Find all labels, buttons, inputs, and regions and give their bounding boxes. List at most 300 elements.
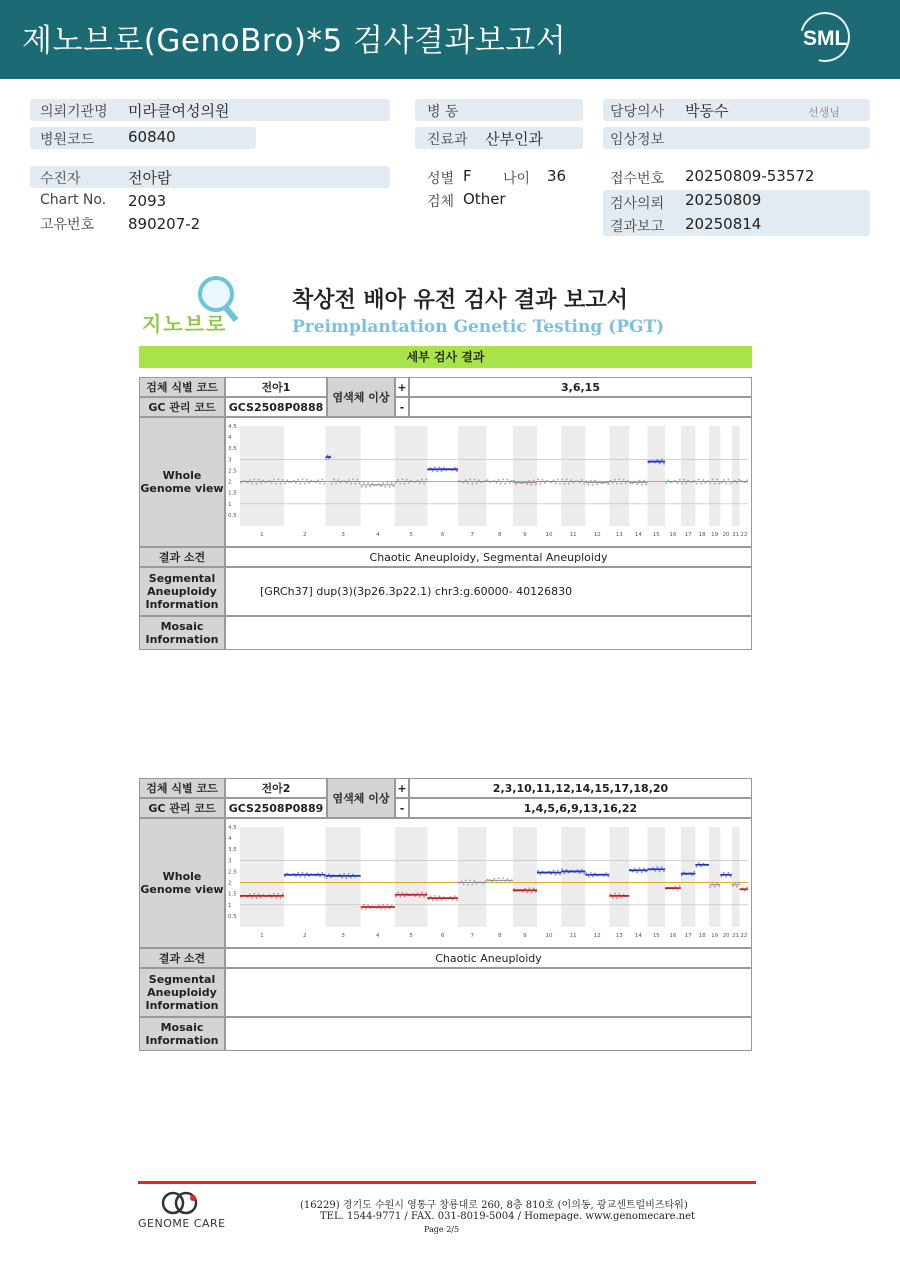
copy-number-point [498,479,500,481]
age-value: 36 [547,167,567,185]
copy-number-point [350,483,352,485]
copy-number-point [251,483,253,485]
copy-number-point [391,482,393,484]
copy-number-point [539,873,541,875]
copy-number-point [612,482,614,484]
chrom-abnormality-label: 염색체 이상 [327,377,395,417]
chromosome-band [513,827,537,927]
y-tick-label: 4.5 [228,424,237,430]
x-tick-label: 11 [569,532,577,538]
mosaic-label: Mosaic Information [139,616,225,650]
x-tick-label: 22 [740,933,748,939]
x-tick-label: 20 [722,532,730,538]
x-tick-label: 9 [523,532,527,538]
copy-number-point [399,483,401,485]
copy-number-point [487,479,489,481]
copy-number-point [425,478,427,480]
copy-number-point [661,866,663,868]
copy-number-point [456,899,458,901]
chromosome-band [732,827,740,927]
copy-number-point [256,897,258,899]
copy-number-point [605,872,607,874]
copy-number-point [273,893,275,895]
copy-number-point [621,897,623,899]
copy-number-point [559,483,561,485]
copy-number-point [716,479,718,481]
copy-number-point [502,877,504,879]
copy-number-point [607,876,609,878]
hospital-code-value: 60840 [128,128,176,146]
gain-chromosomes: 2,3,10,11,12,14,15,17,18,20 [409,778,752,798]
genobro-logo-word: 지노브로 [142,312,228,336]
report-header-bar [0,0,900,79]
copy-number-point [590,480,592,482]
copy-number-point [365,908,367,910]
copy-number-point [723,872,725,874]
copy-number-point [698,478,700,480]
copy-number-point [421,892,423,894]
copy-number-point [721,876,723,878]
copy-number-point [372,483,374,485]
copy-number-point [471,884,473,886]
copy-number-point [306,872,308,874]
whole-genome-chart-1 [226,418,751,546]
gc-code-value: GCS2508P0888 [225,397,327,417]
copy-number-point [636,872,638,874]
pgt-report-subtitle: Preimplantation Genetic Testing (PGT) [292,317,665,337]
copy-number-point [277,893,279,895]
copy-number-point [588,876,590,878]
copy-number-point [535,484,537,486]
copy-number-point [319,876,321,878]
copy-number-point [341,877,343,879]
copy-number-point [564,873,566,875]
mosaic-value [225,1017,752,1051]
copy-number-point [273,479,275,481]
copy-number-point [359,482,361,484]
mosaic-value [225,616,752,650]
copy-number-point [436,899,438,901]
copy-number-point [596,483,598,485]
copy-number-point [280,483,282,485]
copy-number-point [621,483,623,485]
copy-number-point [570,479,572,481]
copy-number-point [260,897,262,899]
segmental-label: Segmental Aneuploidy Information [139,968,225,1017]
x-tick-label: 9 [523,933,527,939]
whole-genome-cell [225,417,752,547]
copy-number-point [348,479,350,481]
copy-number-point [282,479,284,481]
copy-number-point [365,486,367,488]
finding-label: 결과 소견 [139,948,225,968]
copy-number-point [456,470,458,472]
receipt-label: 접수번호 [610,171,665,187]
x-tick-label: 21 [732,532,740,538]
copy-number-point [643,480,645,482]
x-tick-label: 12 [593,532,601,538]
y-tick-label: 3 [228,858,232,865]
copy-number-point [258,479,260,481]
copy-number-point [361,486,363,488]
copy-number-point [302,478,304,480]
copy-number-point [397,479,399,481]
copy-number-point [395,482,397,484]
chromosome-band [681,426,695,526]
copy-number-point [443,467,445,469]
x-tick-label: 17 [684,532,692,538]
copy-number-point [698,862,700,864]
copy-number-point [711,479,713,481]
copy-number-point [434,466,436,468]
copy-number-point [406,479,408,481]
copy-number-point [533,480,535,482]
x-tick-label: 15 [652,532,660,538]
footer-page: Page 2/5 [424,1225,460,1234]
copy-number-point [485,880,487,882]
copy-number-point [585,872,587,874]
copy-number-point [559,874,561,876]
report-date: 20250814 [685,215,762,233]
copy-number-point [404,896,406,898]
sample-code-label: 검체 식별 코드 [139,377,225,397]
dept-value: 산부인과 [485,130,543,148]
copy-number-point [258,893,260,895]
copy-number-point [275,483,277,485]
copy-number-point [553,870,555,872]
x-tick-label: 7 [470,933,475,939]
copy-number-point [434,895,436,897]
copy-number-point [590,872,592,874]
x-tick-label: 19 [711,933,719,939]
copy-number-point [382,482,384,484]
copy-number-point [618,893,620,895]
copy-number-point [395,896,397,898]
copy-number-point [389,908,391,910]
y-tick-label: 1 [228,902,232,909]
copy-number-point [592,876,594,878]
x-tick-label: 3 [341,532,345,538]
copy-number-point [581,868,583,870]
copy-number-point [343,873,345,875]
gc-code-label: GC 관리 코드 [139,798,225,818]
copy-number-point [324,483,326,485]
x-tick-label: 5 [409,933,413,939]
chromosome-band [513,426,537,526]
y-tick-label: 1.5 [228,891,237,898]
copy-number-point [581,479,583,481]
copy-number-point [553,479,555,481]
copy-number-point [734,882,736,884]
gain-sign: + [395,377,409,397]
copy-number-point [286,480,288,482]
copy-number-point [531,892,533,894]
copy-number-point [714,886,716,888]
chromosome-band [561,827,585,927]
request-label: 검사의뢰 [610,196,665,212]
pgt-report-title: 착상전 배아 유전 검사 결과 보고서 [292,288,628,313]
copy-number-point [430,895,432,897]
finding-value: Chaotic Aneuploidy [225,948,752,968]
x-tick-label: 13 [615,933,623,939]
whole-genome-label: Whole Genome view [139,417,225,547]
copy-number-point [345,877,347,879]
copy-number-point [725,483,727,485]
doctor-suffix: 선생님 [808,106,840,119]
copy-number-point [696,483,698,485]
copy-number-point [566,479,568,481]
copy-number-point [299,483,301,485]
copy-number-point [616,897,618,899]
y-tick-label: 2 [228,479,232,486]
copy-number-point [564,483,566,485]
copy-number-point [302,872,304,874]
copy-number-point [661,459,663,461]
chromosome-band [395,426,427,526]
copy-number-point [693,871,695,873]
copy-number-point [467,482,469,484]
x-tick-label: 10 [545,933,553,939]
copy-number-point [324,876,326,878]
segmental-label: Segmental Aneuploidy Information [139,567,225,616]
copy-number-point [663,463,665,465]
chromosome-band [240,426,284,526]
footer-contact: TEL. 1544-9771 / FAX. 031-8019-5004 / Homepage. www.genomecare.net [320,1211,696,1222]
patient-row-bg [30,166,390,188]
copy-number-point [493,878,495,880]
genobro-logo [140,272,252,334]
copy-number-point [284,876,286,878]
loss-chromosomes: 1,4,5,6,9,13,16,22 [409,798,752,818]
copy-number-point [727,478,729,480]
copy-number-point [327,454,329,456]
copy-number-point [557,479,559,481]
copy-number-point [467,884,469,886]
copy-number-point [333,478,335,480]
copy-number-point [555,482,557,484]
copy-number-point [679,479,681,481]
x-tick-label: 17 [684,933,692,939]
x-tick-label: 6 [440,532,445,538]
receipt-value: 20250809-53572 [685,167,815,185]
copy-number-point [465,479,467,481]
copy-number-point [474,479,476,481]
x-tick-label: 8 [497,532,502,538]
y-tick-label: 3.5 [228,847,237,854]
copy-number-point [350,877,352,879]
chromosome-band [458,827,487,927]
copy-number-point [465,880,467,882]
x-tick-label: 1 [260,532,264,538]
y-tick-label: 2.5 [228,869,237,876]
x-tick-label: 2 [302,532,307,538]
copy-number-point [251,897,253,899]
copy-number-point [685,482,687,484]
copy-number-point [363,482,365,484]
copy-number-point [714,483,716,485]
copy-number-point [319,482,321,484]
copy-number-point [384,908,386,910]
copy-number-point [539,483,541,485]
copy-number-point [668,479,670,481]
copy-number-point [421,479,423,481]
y-tick-label: 2 [228,880,232,887]
copy-number-point [663,870,665,872]
copy-number-point [317,479,319,481]
loss-sign: - [395,798,409,818]
copy-number-point [542,479,544,481]
copy-number-point [612,897,614,899]
doctor-label: 담당의사 [610,104,665,120]
copy-number-point [528,887,530,889]
x-tick-label: 15 [652,933,660,939]
copy-number-point [681,483,683,485]
copy-number-point [746,886,748,888]
copy-number-point [417,892,419,894]
chromosome-band [609,827,629,927]
copy-number-point [502,478,504,480]
x-tick-label: 21 [732,933,740,939]
copy-number-point [476,482,478,484]
copy-number-point [509,482,511,484]
copy-number-point [423,896,425,898]
copy-number-point [326,877,328,879]
chromosome-band [732,426,740,526]
copy-number-point [260,482,262,484]
copy-number-point [533,888,535,890]
gain-sign: + [395,778,409,798]
chromosome-band [561,426,585,526]
copy-number-point [654,870,656,872]
chromosome-band [709,426,720,526]
copy-number-point [352,478,354,480]
copy-number-point [528,480,530,482]
copy-number-point [299,876,301,878]
y-tick-label: 1 [228,501,232,508]
y-tick-label: 3.5 [228,446,237,453]
copy-number-point [583,483,585,485]
copy-number-point [384,486,386,488]
copy-number-point [515,483,517,485]
copy-number-point [614,893,616,895]
copy-number-point [513,480,515,482]
copy-number-point [716,882,718,884]
copy-number-point [253,478,255,480]
copy-number-point [659,463,661,465]
x-tick-label: 8 [497,933,502,939]
copy-number-point [454,895,456,897]
chromosome-band [709,827,720,927]
copy-number-point [561,868,563,870]
copy-number-point [730,876,732,878]
whole-genome-label: Whole Genome view [139,818,225,948]
copy-number-point [432,899,434,901]
x-tick-label: 13 [615,532,623,538]
copy-number-point [524,888,526,890]
unique-no-value: 890207-2 [128,215,201,233]
gain-chromosomes: 3,6,15 [409,377,752,397]
y-tick-label: 4.5 [228,825,237,831]
patient-label: 수진자 [40,171,81,187]
chromosome-band [240,827,284,927]
copy-number-point [636,483,638,485]
copy-number-point [504,483,506,485]
copy-number-point [718,482,720,484]
report-date-label: 결과보고 [610,219,665,235]
copy-number-point [738,882,740,884]
copy-number-point [746,479,748,481]
copy-number-point [438,466,440,468]
copy-number-point [452,899,454,901]
x-tick-label: 4 [375,532,380,538]
y-tick-label: 4 [228,836,232,843]
copy-number-point [616,483,618,485]
copy-number-point [423,483,425,485]
institution-value: 미라클여성의원 [128,102,230,120]
copy-number-point [348,873,350,875]
copy-number-point [277,478,279,480]
copy-number-point [408,482,410,484]
copy-number-point [496,881,498,883]
segmental-value: [GRCh37] dup(3)(3p26.3p22.1) chr3:g.60000- 40126830 [225,567,752,616]
loss-sign: - [395,397,409,417]
copy-number-point [723,479,725,481]
x-tick-label: 16 [669,532,677,538]
copy-number-point [361,908,363,910]
copy-number-point [386,482,388,484]
copy-number-point [544,482,546,484]
copy-number-point [402,478,404,480]
copy-number-point [614,479,616,481]
x-tick-label: 12 [593,933,601,939]
copy-number-point [306,479,308,481]
copy-number-point [380,485,382,487]
copy-number-point [585,480,587,482]
chrom-abnormality-label: 염색체 이상 [327,778,395,818]
copy-number-point [463,883,465,885]
copy-number-point [537,870,539,872]
copy-number-point [438,895,440,897]
x-tick-label: 1 [260,933,264,939]
copy-number-point [555,874,557,876]
copy-number-point [594,480,596,482]
copy-number-point [681,875,683,877]
x-tick-label: 6 [440,933,445,939]
copy-number-point [709,886,711,888]
copy-number-point [367,482,369,484]
doctor-value: 박동수 [685,102,729,120]
copy-number-point [736,886,738,888]
whole-genome-chart-2 [226,819,751,947]
copy-number-point [625,482,627,484]
x-tick-label: 14 [634,532,642,538]
institution-label: 의뢰기관명 [40,104,108,120]
genome-care-logo-icon [160,1190,200,1216]
request-date: 20250809 [685,191,762,209]
copy-number-point [557,869,559,871]
copy-number-point [469,479,471,481]
copy-number-point [496,482,498,484]
copy-number-point [471,483,473,485]
copy-number-point [478,479,480,481]
copy-number-point [526,891,528,893]
loss-chromosomes [409,397,752,417]
copy-number-point [419,896,421,898]
copy-number-point [566,869,568,871]
copy-number-point [275,897,277,899]
copy-number-point [506,479,508,481]
copy-number-point [738,479,740,481]
